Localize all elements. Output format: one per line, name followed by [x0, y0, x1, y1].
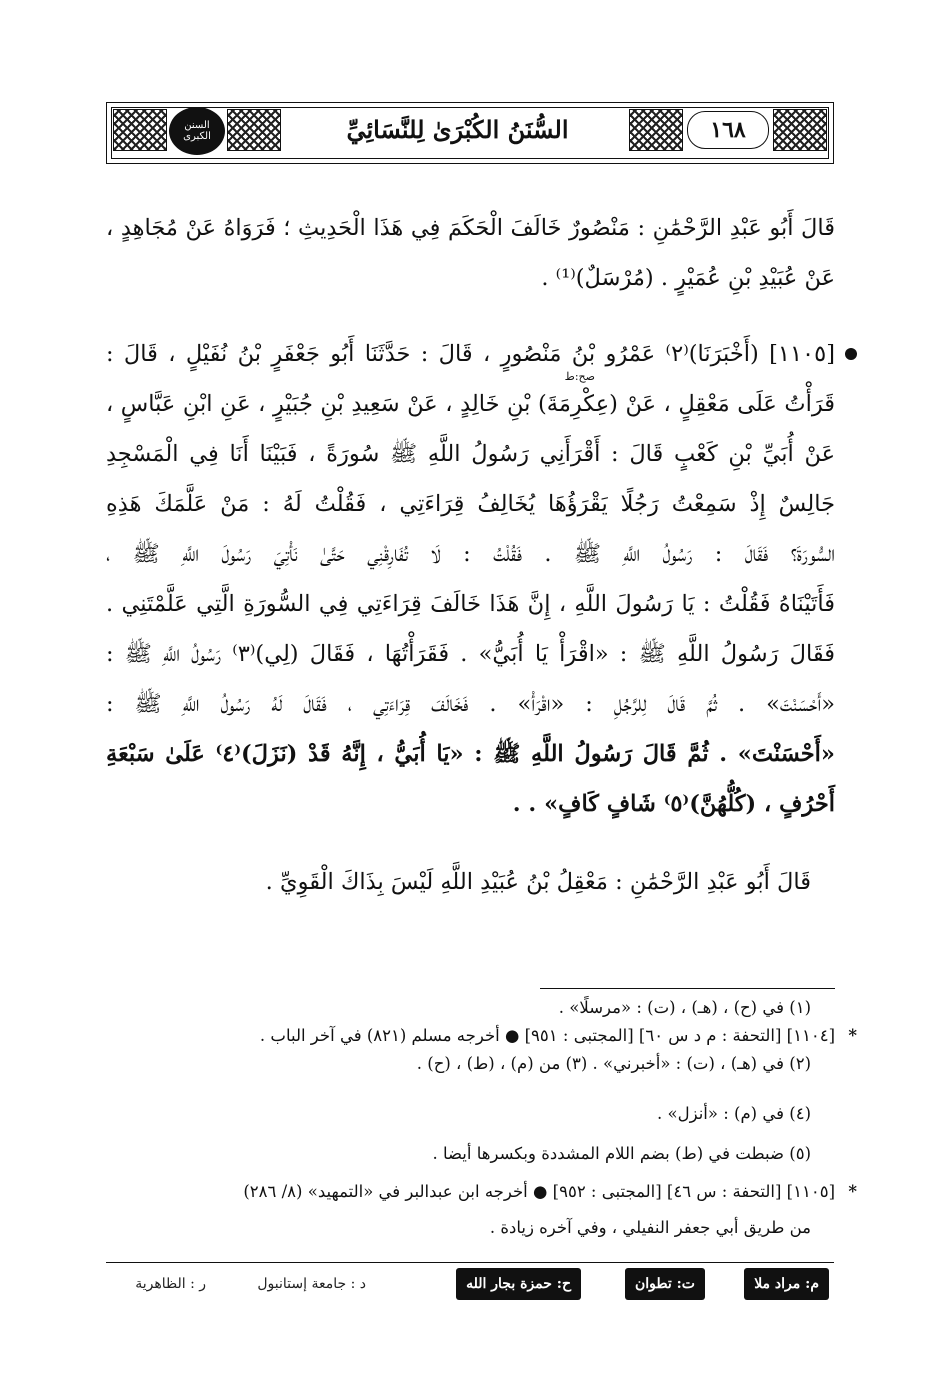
body-line-7: السُّورَةَ؟ فَقَالَ : رَسُولُ اللَّهِ ﷺ . فَقُلْتُ : لَا تُفَارِقْنِي حَتَّىٰ نَأْتِيَ رَسُولَ اللَّهِ ﷺ ، [106, 541, 835, 567]
body-line-10: «أَحْسَنْتَ» . ثُمَّ قَالَ لِلرَّجُلِ : «اقْرَأْ» . فَخَالَفَ قِرَاءَتِي ، فَقَالَ لَهُ رَسُولُ اللَّهِ ﷺ : [106, 691, 835, 717]
body-line-13: قَالَ أَبُو عَبْدِ الرَّحْمَٰنِ : مَعْقِلُ بْنُ عُبَيْدِ اللَّهِ لَيْسَ بِذَاكَ الْقَوِيِّ . [265, 869, 811, 895]
ornament-right-inner [629, 109, 683, 151]
body-line-1: قَالَ أَبُو عَبْدِ الرَّحْمَٰنِ : مَنْصُورٌ خَالَفَ الْحَكَمَ فِي هَذَا الْحَدِيثِ ؛ فَرَوَاهُ عَنْ مُجَاهِدٍ ، [106, 215, 835, 241]
bottom-rule [106, 1262, 834, 1263]
siglum-t: ت: تطوان [625, 1268, 705, 1300]
star-marker: * [848, 1026, 857, 1045]
siglum-m: م: مراد ملا [744, 1268, 829, 1300]
footnote-takhrij-1105 [106, 1178, 857, 1206]
body-line-6: جَالِسٌ إِذْ سَمِعْتُ رَجُلًا يَقْرَؤُهَا يُخَالِفُ قِرَاءَتِي ، فَقُلْتُ لَهُ : مَنْ عَلَّمَكَ هَذِهِ [106, 491, 835, 517]
footnote-2-3: (٢) في (هـ) ، (ت) : «أخبرني» . (٣) من (م) ، (ط) ، (ح) . [416, 1054, 811, 1073]
body-line-8: فَأَتَيْنَاهُ فَقُلْتُ : يَا رَسُولَ اللَّهِ ، إِنَّ هَذَا خَالَفَ قِرَاءَتِي فِي السُّورَةِ الَّتِي عَلَّمْتَنِي . [106, 591, 835, 617]
body-line-9: فَقَالَ رَسُولُ اللَّهِ ﷺ : «اقْرَأْ يَا أُبَيُّ» . فَقَرَأْتُهَا ، فَقَالَ (لِي)⁽٣⁾ رَسُولُ اللَّهِ ﷺ : [106, 641, 836, 667]
body-line-4: قَرَأْتُ عَلَى مَعْقِلٍ ، عَنْ (عِكْرِمَةَ) بْنِ خَالِدٍ ، عَنْ سَعِيدِ بْنِ جُبَيْرٍ ، عَنِ ابْنِ عَبَّاسٍ ، [106, 391, 835, 417]
page-number: ١٦٨ [687, 111, 769, 149]
star-marker: * [848, 1182, 857, 1201]
body-line-12: أَحْرُفٍ ، (كُلُّهُنَّ)⁽٥⁾ شَافٍ كَافٍ» . . [512, 791, 835, 817]
page-header [106, 102, 834, 164]
footnote-takhrij-1104 [106, 1022, 857, 1050]
body-line-3: [١١٠٥] (أَخْبَرَنَا)⁽٢⁾ عَمْرُو بْنُ مَنْصُورٍ ، قَالَ : حَدَّثَنَا أَبُو جَعْفَرٍ بْنُ نُفَيْلٍ ، قَالَ : [106, 341, 835, 367]
book-seal-logo: السنن الكبرى [169, 107, 225, 155]
ornament-left-outer [113, 109, 167, 151]
ornament-right-outer [773, 109, 827, 151]
siglum-d: د : جامعة إستانبول [257, 1276, 366, 1292]
siglum-r: ر : الظاهرية [135, 1276, 206, 1292]
footnote-takhrij-1105-text: [١١٠٥] [التحفة : س ٤٦] [المجتبى : ٩٥٢] ● أخرجه ابن عبدالبر في «التمهيد» (٨/ ٢٨٦) [243, 1182, 835, 1201]
hadith-bullet [845, 348, 857, 360]
footnote-rule [540, 988, 835, 989]
body-line-11: «أَحْسَنْتَ» . ثُمَّ قَالَ رَسُولُ اللَّهِ ﷺ : «يَا أُبَيُّ ، إِنَّهُ قَدْ (نَزَلَ)⁽٤⁾ عَلَىٰ سَبْعَةِ [106, 741, 835, 767]
footnote-4: (٤) في (م) : «أنزل» . [657, 1104, 811, 1123]
ornament-left-inner [227, 109, 281, 151]
body-line-2: عَنْ عُبَيْدِ بْنِ عُمَيْرٍ . (مُرْسَلٌ)⁽¹⁾ . [541, 265, 835, 291]
siglum-h: ح: حمزة بجار الله [456, 1268, 581, 1300]
footnote-1: (١) في (ح) ، (هـ) ، (ت) : «مرسلًا» . [558, 998, 811, 1017]
footnote-takhrij-1105-cont: من طريق أبي جعفر النفيلي ، وفي آخره زيادة . [489, 1218, 811, 1237]
margin-note: صح:ط [564, 370, 595, 383]
footnote-takhrij-1104-text: [١١٠٤] [التحفة : م د س ٦٠] [المجتبى : ٩٥١] ● أخرجه مسلم (٨٢١) في آخر الباب . [259, 1026, 835, 1045]
running-title: السُّنَنُ الكُبْرَىٰ لِلنَّسَائِيِّ [346, 114, 569, 144]
footnote-5: (٥) ضبطت في (ط) بضم اللام المشددة وبكسرها أيضا . [432, 1144, 811, 1163]
body-line-5: عَنْ أُبَيِّ بْنِ كَعْبٍ قَالَ : أَقْرَأَنِي رَسُولُ اللَّهِ ﷺ سُورَةً ، فَبَيْنَا أَنَا فِي الْمَسْجِدِ [106, 441, 835, 467]
